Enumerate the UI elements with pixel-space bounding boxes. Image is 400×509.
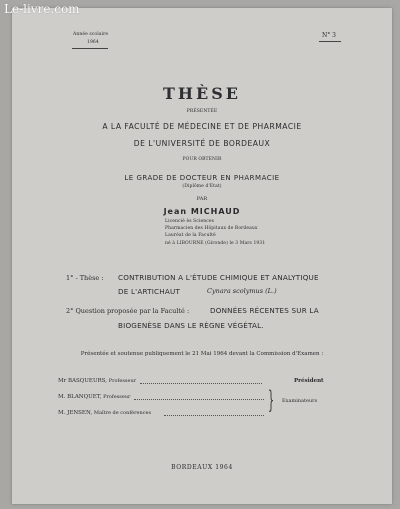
jury-dots-1 [140, 383, 262, 384]
presented-label: PRÉSENTÉE [186, 109, 218, 114]
par-label: PAR [196, 196, 208, 202]
jury-name: M. BLANQUET, [58, 394, 102, 400]
jury-row-3 [58, 410, 151, 416]
question-title-line-2: BIOGENÈSE DANS LE RÈGNE VÉGÉTAL. [118, 321, 264, 330]
jury-dots-2 [134, 399, 264, 400]
document-page [12, 8, 392, 504]
author-info-4: né à LIBOURNE (Gironde) le 3 Mars 1931 [165, 241, 266, 246]
jury-dots-3 [164, 415, 264, 416]
thesis-title-line-2: DE L'ARTICHAUT [118, 287, 181, 296]
document-number: N° 3 [322, 32, 336, 39]
role-examiners: Examinateurs [282, 398, 318, 404]
question-title-line-1: DONNÉES RÉCENTES SUR LA [210, 306, 319, 315]
jury-title: Professeur [108, 378, 137, 384]
thesis-species: Cynara scolymus (L.) [207, 287, 277, 295]
defense-statement: Présentée et soutenue publiquement le 21 Mai 1964 devant la Commission d'Examen : [80, 351, 324, 357]
thesis-prefix: 1° - Thèse : [66, 274, 104, 282]
degree: LE GRADE DE DOCTEUR EN PHARMACIE [124, 174, 280, 182]
jury-name: M. JENSEN, [58, 410, 93, 416]
year-underline [72, 48, 108, 49]
author-name: Jean MICHAUD [163, 207, 241, 216]
year: 1964 [87, 40, 99, 45]
author-info-1: Licencié ès Sciences [165, 219, 215, 224]
examiners-brace: } [268, 386, 275, 414]
faculty-line-1: A LA FACULTÉ DE MÉDECINE ET DE PHARMACIE [102, 122, 302, 131]
watermark: Le-livre.com [4, 2, 80, 16]
title: THÈSE [163, 84, 241, 103]
jury-row-1 [58, 378, 136, 384]
question-prefix: 2° Question proposée par la Faculté : [66, 307, 190, 315]
degree-note: (Diplôme d'Etat) [182, 184, 222, 189]
to-obtain-label: POUR OBTENIR [182, 157, 222, 162]
author-info-3: Lauréat de la Faculté [165, 233, 216, 238]
author-info-2: Pharmacien des Hôpitaux de Bordeaux [165, 226, 258, 231]
jury-name: Mr BASQUEURS, [58, 378, 108, 384]
place-and-year: BORDEAUX 1964 [171, 464, 233, 471]
role-president: Président [294, 378, 324, 384]
jury-title: Professeur [103, 394, 131, 400]
jury-title: Maître de conférences [93, 410, 152, 416]
faculty-line-2: DE L'UNIVERSITÉ DE BORDEAUX [133, 139, 271, 148]
number-underline [319, 41, 341, 42]
thesis-title-line-1: CONTRIBUTION A L'ÉTUDE CHIMIQUE ET ANALYTIQUE [118, 273, 319, 282]
jury-row-2 [58, 394, 130, 400]
year-label: Année scolaire [73, 32, 109, 37]
